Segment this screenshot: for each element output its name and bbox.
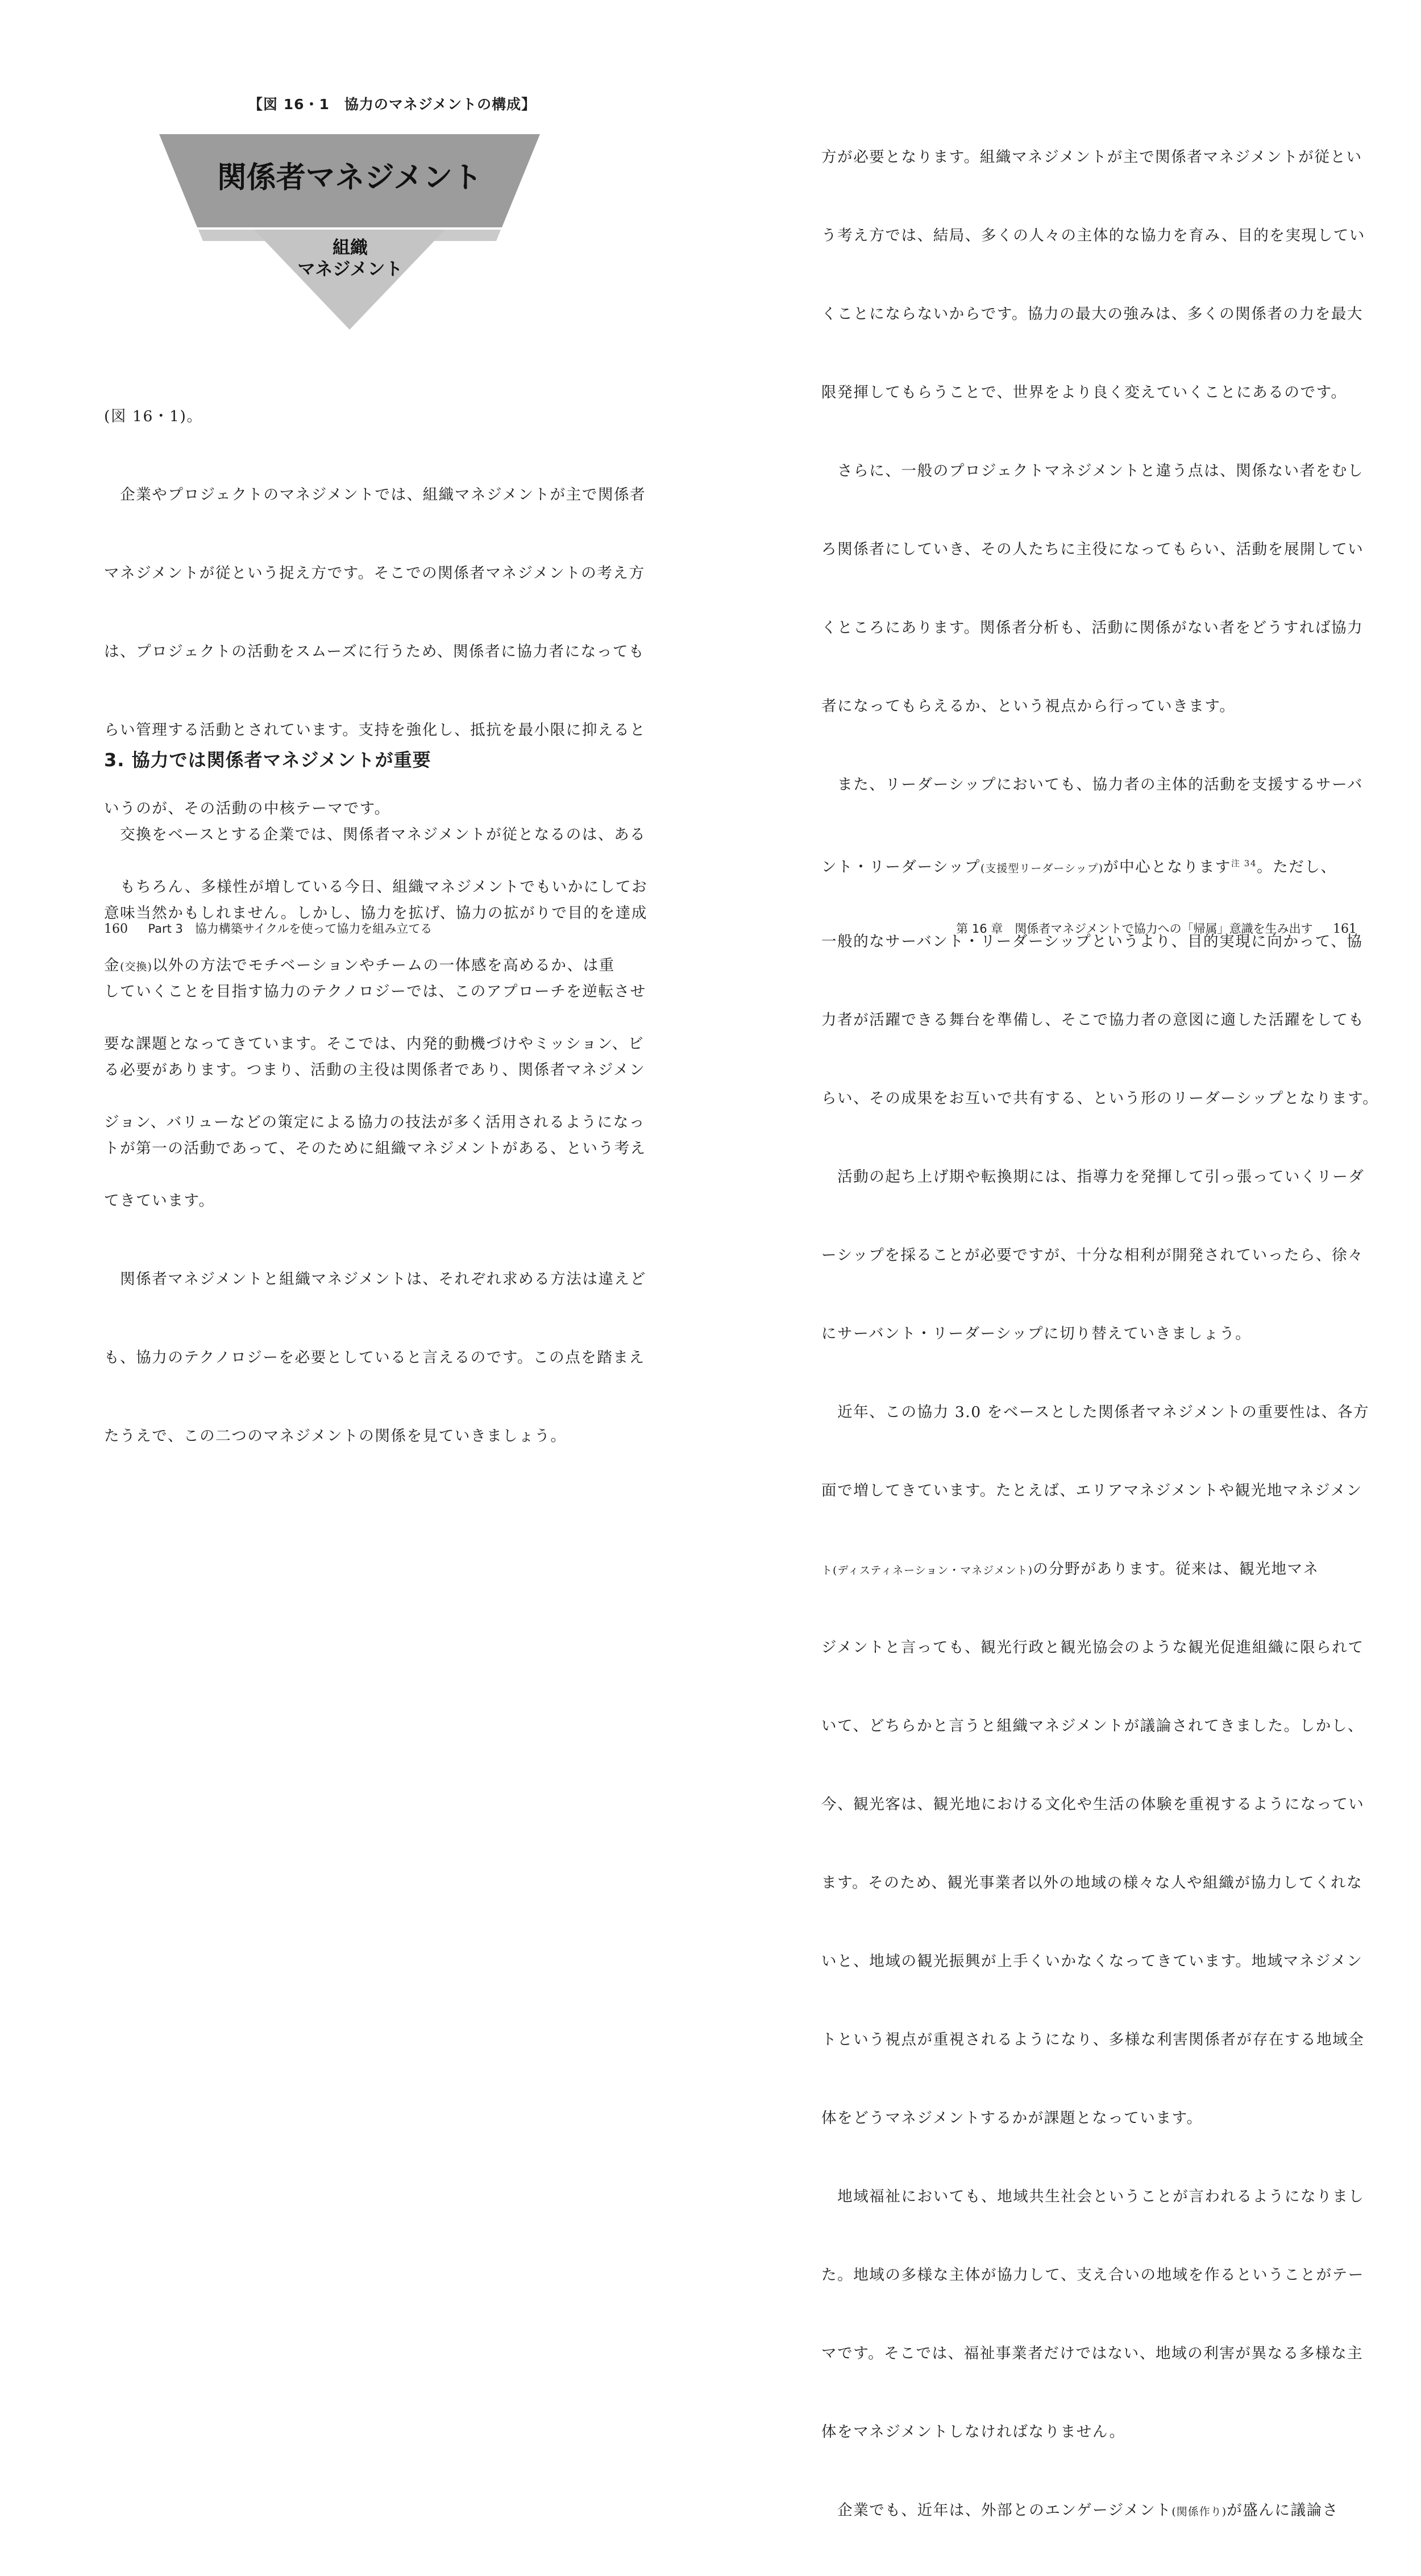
right-body-text [821, 92, 1378, 2576]
right-footer [956, 920, 1357, 937]
text-line: くところにあります。関係者分析も、活動に関係がない者をどうすれば協力 [821, 619, 1364, 637]
text-line: 者になってもらえるか、という視点から行っていきます。 [821, 697, 1236, 715]
text-line: さらに、一般のプロジェクトマネジメントと違う点は、関係ない者をむし [821, 462, 1364, 480]
running-head: Part 3 協力構築サイクルを使って協力を組み立てる [148, 922, 433, 936]
text-line: していくことを目指す協力のテクノロジーでは、このアプローチを逆転させ [104, 983, 646, 1000]
small-annotation: (支援型リーダーシップ) [980, 862, 1104, 875]
text-line: らい管理する活動とされています。支持を強化し、抵抗を最小限に抑えると [104, 721, 646, 739]
text-line: トが第一の活動であって、そのために組織マネジメントがある、という考え [104, 1140, 646, 1157]
text-line: ーシップを採ることが必要ですが、十分な相利が開発されていったら、徐々 [821, 1247, 1364, 1264]
text-fragment: が盛んに議論さ [1227, 2502, 1339, 2519]
text-line: 今、観光客は、観光地における文化や生活の体験を重視するようになってい [821, 1796, 1365, 1813]
figure-top-label: 関係者マネジメント [217, 161, 483, 195]
running-head: 第 16 章 関係者マネジメントで協力への「帰属」意識を生み出す [956, 922, 1313, 936]
page-number: 161 [1333, 922, 1357, 936]
text-line: にサーバント・リーダーシップに切り替えていきましょう。 [821, 1325, 1252, 1343]
text-line: ジメントと言っても、観光行政と観光協会のような観光促進組織に限られて [821, 1639, 1364, 1656]
text-line: いと、地域の観光振興が上手くいかなくなってきています。地域マネジメン [821, 1952, 1363, 1970]
text-line: マネジメントが従という捉え方です。そこでの関係者マネジメントの考え方 [104, 564, 645, 582]
figure-bottom-label-line2: マネジメント [297, 259, 403, 280]
text-line [821, 850, 1378, 876]
text-line: 限発揮してもらうことで、世界をより良く変えていくことにあるのです。 [821, 384, 1347, 401]
text-line: ジョン、バリューなどの策定による協力の技法が多く活用されるようになっ [104, 1114, 645, 1131]
text-line: (図 16・1)。 [104, 408, 203, 425]
text-line: また、リーダーシップにおいても、協力者の主体的活動を支援するサーバ [821, 776, 1364, 793]
right-page [710, 0, 1421, 2519]
text-line: 体をマネジメントしなければなりません。 [821, 2423, 1125, 2441]
text-line [821, 2498, 1378, 2524]
text-fragment: の分野があります。従来は、観光地マネ [1033, 1560, 1319, 1578]
left-footer [104, 920, 432, 937]
text-line: 面で増してきています。たとえば、エリアマネジメントや観光地マネジメン [821, 1482, 1362, 1499]
text-fragment: 。ただし、 [1257, 858, 1337, 876]
text-line: 要な課題となってきています。そこでは、内発的動機づけやミッション、ビ [104, 1035, 645, 1053]
figure-bottom-label-line1: 組織 [333, 238, 368, 258]
text-line: 一般的なサーバント・リーダーシップというより、目的実現に向かって、協 [821, 933, 1363, 950]
text-line: 交換をベースとする企業では、関係者マネジメントが従となるのは、ある [104, 826, 646, 844]
text-line [821, 1556, 1378, 1582]
text-line: てきています。 [104, 1192, 215, 1210]
footnote-marker: 注 34 [1231, 858, 1257, 869]
text-line: 関係者マネジメントと組織マネジメントは、それぞれ求める方法は違えど [104, 1270, 646, 1288]
small-annotation: (関係作り) [1171, 2506, 1227, 2518]
text-line: もちろん、多様性が増している今日、組織マネジメントでもいかにしてお [104, 878, 648, 896]
figure-caption: 【図 16・1 協力のマネジメントの構成】 [248, 96, 537, 113]
text-fragment: が中心となります [1103, 858, 1231, 876]
small-annotation: ト(ディスティネーション・マネジメント) [821, 1564, 1033, 1577]
text-line: 企業やプロジェクトのマネジメントでは、組織マネジメントが主で関係者 [104, 486, 646, 504]
text-fragment: 金 [104, 957, 121, 974]
text-line: 体をどうマネジメントするかが課題となっています。 [821, 2109, 1203, 2127]
text-line: トという視点が重視されるようになり、多様な利害関係者が存在する地域全 [821, 2031, 1365, 2049]
text-line: マです。そこでは、福祉事業者だけではない、地域の利害が異なる多様な主 [821, 2345, 1364, 2362]
text-line: 活動の起ち上げ期や転換期には、指導力を発揮して引っ張っていくリーダ [821, 1168, 1365, 1186]
left-page [0, 0, 710, 1445]
text-line: 力者が活躍できる舞台を準備し、そこで協力者の意図に適した活躍をしても [821, 1011, 1365, 1029]
text-line: ます。そのため、観光事業者以外の地域の様々な人や組織が協力してくれな [821, 1874, 1363, 1892]
text-fragment: 企業でも、近年は、外部とのエンゲージメント [821, 2502, 1172, 2519]
text-line: らい、その成果をお互いで共有する、という形のリーダーシップとなります。 [821, 1090, 1379, 1107]
text-line: たうえで、この二つのマネジメントの関係を見ていきましょう。 [104, 1427, 567, 1445]
text-line: ろ関係者にしていき、その人たちに主役になってもらい、活動を展開してい [821, 541, 1364, 558]
text-line: る必要があります。つまり、活動の主役は関係者であり、関係者マネジメン [104, 1061, 646, 1079]
page-number: 160 [104, 922, 128, 936]
text-line: 方が必要となります。組織マネジメントが主で関係者マネジメントが従とい [821, 148, 1362, 166]
text-line: 地域福祉においても、地域共生社会ということが言われるようになりまし [821, 2188, 1365, 2205]
small-annotation: (交換) [120, 961, 152, 973]
text-fragment: 以外の方法でモチベーションやチームの一体感を高めるか、は重 [152, 957, 615, 974]
text-line: も、協力のテクノロジーを必要としていると言えるのです。この点を踏まえ [104, 1349, 645, 1366]
text-line: 意味当然かもしれません。しかし、協力を拡げ、協力の拡がりで目的を達成 [104, 904, 647, 922]
text-line: う考え方では、結局、多くの人々の主体的な協力を育み、目的を実現してい [821, 227, 1365, 244]
text-line: た。地域の多様な主体が協力して、支え合いの地域を作るということがテー [821, 2266, 1364, 2284]
text-fragment: ント・リーダーシップ [821, 858, 980, 876]
text-line: 近年、この協力 3.0 をベースとした関係者マネジメントの重要性は、各方 [821, 1403, 1370, 1421]
text-line: いて、どちらかと言うと組織マネジメントが議論されてきました。しかし、 [821, 1717, 1364, 1735]
section-heading: 3. 協力では関係者マネジメントが重要 [104, 749, 431, 771]
text-line: くことにならないからです。協力の最大の強みは、多くの関係者の力を最大 [821, 305, 1364, 323]
left-body-text-section [104, 770, 647, 1214]
management-structure-figure [0, 0, 710, 352]
text-line: いうのが、その活動の中核テーマです。 [104, 800, 390, 817]
text-line: は、プロジェクトの活動をスムーズに行うため、関係者に協力者になっても [104, 643, 645, 660]
